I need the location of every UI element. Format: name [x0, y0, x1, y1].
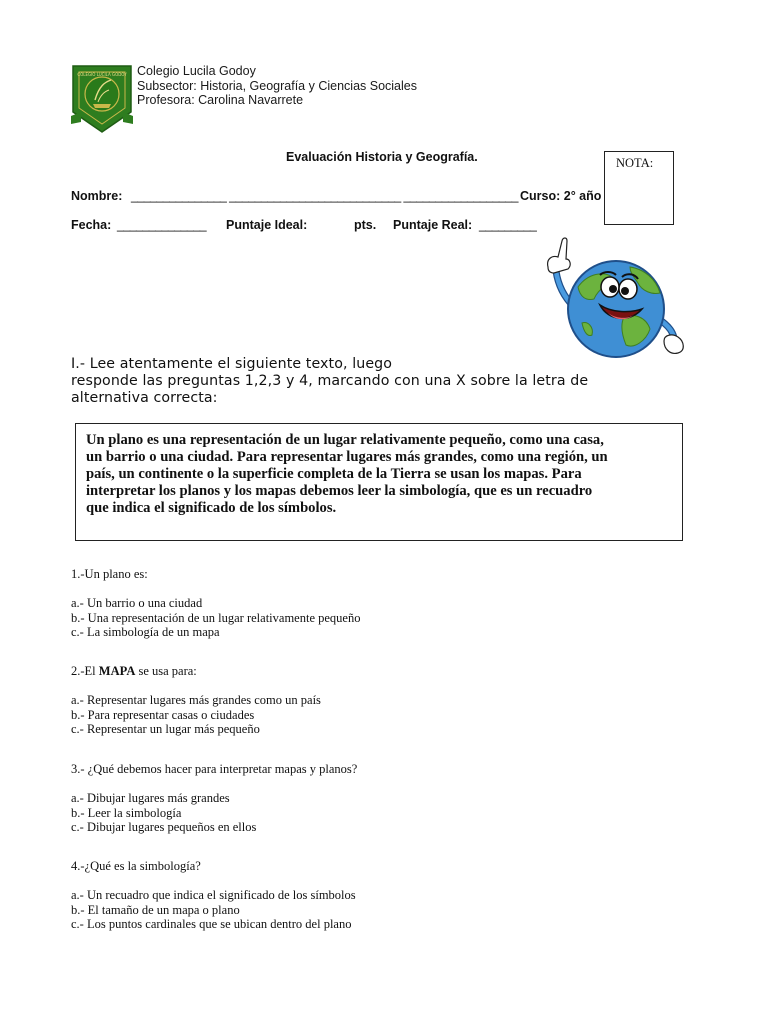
- school-crest-logo: [71, 64, 133, 134]
- question-2-option-c[interactable]: c.- Representar un lugar más pequeño: [71, 722, 260, 736]
- question-1-stem: 1.-Un plano es:: [71, 567, 148, 581]
- question-3-option-a[interactable]: a.- Dibujar lugares más grandes: [71, 791, 230, 805]
- course-label: Curso: 2° año: [520, 189, 602, 203]
- reading-line-4: interpretar los planos y los mapas debemos leer la simbología, que es un recuadro: [86, 483, 593, 499]
- grade-label: NOTA:: [616, 156, 654, 170]
- ideal-score-label: Puntaje Ideal:: [226, 218, 308, 232]
- instructions-line-1: I.- Lee atentamente el siguiente texto, luego: [71, 356, 393, 372]
- reading-line-5: que indica el significado de los símbolos.: [86, 500, 337, 516]
- school-name: Colegio Lucila Godoy: [137, 64, 256, 78]
- question-3-option-b[interactable]: b.- Leer la simbología: [71, 805, 182, 820]
- question-4-option-b[interactable]: b.- El tamaño de un mapa o plano: [71, 902, 240, 917]
- question-2-stem: [71, 664, 321, 679]
- question-3-option-c[interactable]: c.- Dibujar lugares pequeños en ellos: [71, 820, 257, 834]
- school-header: [137, 64, 417, 108]
- crest-text: COLEGIO LUCILA GODOY: [77, 72, 127, 77]
- question-4: [71, 859, 356, 932]
- question-4-stem: 4.-¿Qué es la simbología?: [71, 859, 201, 873]
- question-1-option-b[interactable]: b.- Una representación de un lugar relativamente pequeño: [71, 610, 361, 625]
- name-row: [71, 189, 611, 205]
- question-2-stem-suffix: se usa para:: [135, 664, 197, 678]
- name-label: Nombre:: [71, 189, 123, 203]
- instructions: [71, 356, 761, 407]
- question-1: [71, 567, 360, 640]
- question-2-stem-bold: MAPA: [98, 664, 136, 678]
- question-4-option-c[interactable]: c.- Los puntos cardinales que se ubican dentro del plano: [71, 917, 352, 931]
- points-label: pts.: [354, 218, 377, 232]
- real-score-field[interactable]: _________: [479, 218, 537, 232]
- instructions-line-3: alternativa correcta:: [71, 390, 218, 406]
- subject-line: Subsector: Historia, Geografía y Ciencias Sociales: [137, 78, 417, 93]
- question-2-option-a[interactable]: a.- Representar lugares más grandes como un país: [71, 693, 321, 707]
- reading-line-3: país, un continente o la superficie completa de la Tierra se usan los mapas. Para: [86, 466, 582, 482]
- reading-text-box: [75, 423, 683, 541]
- name-field[interactable]: _______________ ___________________________ __________________: [131, 189, 518, 203]
- cartoon-globe-illustration: [538, 237, 688, 359]
- grade-box[interactable]: [604, 151, 674, 225]
- date-label: Fecha:: [71, 218, 112, 232]
- question-2: [71, 664, 321, 737]
- reading-line-2: un barrio o una ciudad. Para representar lugares más grandes, como una región, un: [86, 449, 608, 465]
- teacher-line: Profesora: Carolina Navarrete: [137, 93, 304, 107]
- question-2-stem-prefix: 2.-El: [71, 664, 99, 678]
- reading-line-1: Un plano es una representación de un lugar relativamente pequeño, como una casa,: [86, 432, 604, 448]
- question-4-option-a[interactable]: a.- Un recuadro que indica el significado de los símbolos: [71, 888, 356, 902]
- question-1-option-a[interactable]: a.- Un barrio o una ciudad: [71, 596, 203, 610]
- question-3-stem: 3.- ¿Qué debemos hacer para interpretar mapas y planos?: [71, 762, 358, 776]
- exam-title: Evaluación Historia y Geografía.: [286, 150, 478, 164]
- question-2-option-b[interactable]: b.- Para representar casas o ciudades: [71, 707, 255, 722]
- question-1-option-c[interactable]: c.- La simbología de un mapa: [71, 625, 220, 639]
- instructions-line-2: responde las preguntas 1,2,3 y 4, marcando con una X sobre la letra de: [71, 373, 589, 389]
- date-score-row: [71, 218, 551, 234]
- date-field[interactable]: ______________: [117, 218, 206, 232]
- question-3: [71, 762, 357, 835]
- real-score-label: Puntaje Real:: [393, 218, 473, 232]
